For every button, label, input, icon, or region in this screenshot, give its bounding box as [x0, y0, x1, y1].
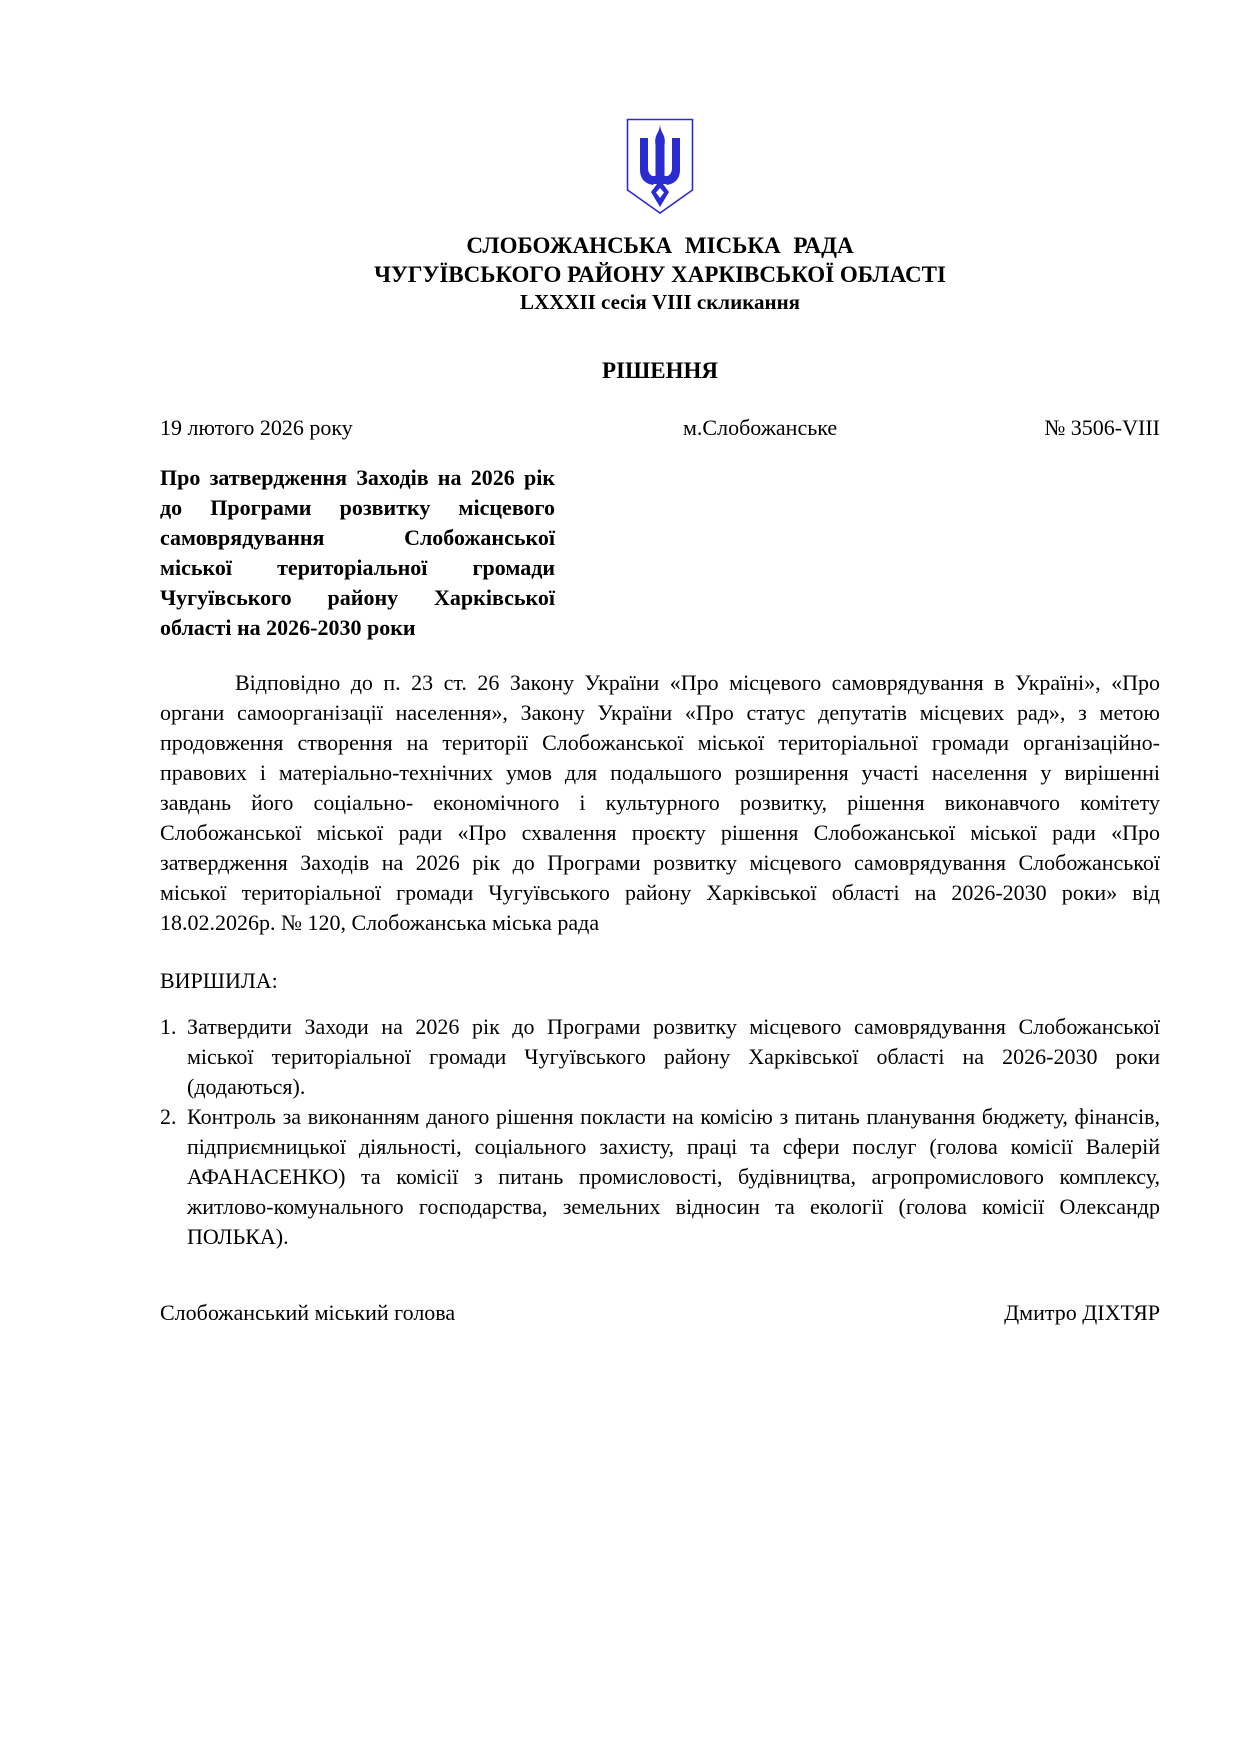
list-item [160, 1102, 1160, 1252]
district-region-line: ЧУГУЇВСЬКОГО РАЙОНУ ХАРКІВСЬКОЇ ОБЛАСТІ [374, 262, 946, 287]
document-date: 19 лютого 2026 року [160, 415, 353, 440]
decision-items [160, 1012, 1160, 1252]
council-name: СЛОБОЖАНСЬКА МІСЬКА РАДА [466, 233, 854, 258]
signatory-name: Дмитро ДІХТЯР [1004, 1300, 1160, 1325]
item-text: Контроль за виконанням даного рішення покласти на комісію з питань планування бюджету, фінансів, підприємницької діяльності, соціального захисту, праці та сфери послуг (голова комісії Валерій АФАНАСЕНКО) та комісії з питань промисловості, будівництва, агропромислового комплексу, житлово-комунального господарства, земельних відносин та екології (голова комісії Олександр ПОЛЬКА). [187, 1104, 1160, 1249]
item-number: 1. [160, 1014, 177, 1039]
session-line: LXXXII сесія VIII скликання [519, 290, 801, 314]
ukraine-trident-icon [626, 118, 694, 215]
item-number: 2. [160, 1104, 177, 1129]
signatory-position: Слобожанський міський голова [160, 1300, 456, 1325]
preamble-paragraph: Відповідно до п. 23 ст. 26 Закону України «Про місцевого самоврядування в Україні», «Про органи самоорганізації населення», Закону України «Про статус депутатів місцевих рад», з метою продовження створення на території Слобожанської міської територіальної громади організаційно-правових і матеріально-технічних умов для подальшого розширення участі населення у вирішенні завдань його соціально- економічного і культурного розвитку, рішення виконавчого комітету Слобожанської міської ради «Про схвалення проєкту рішення Слобожанської міської ради «Про затвердження Заходів на 2026 рік до Програми розвитку місцевого самоврядування Слобожанської міської територіальної громади Чугуївського району Харківської області на 2026-2030 роки» від 18.02.2026р. № 120, Слобожанська міська рада [160, 670, 1160, 935]
document-place: м.Слобожанське [683, 415, 838, 440]
coat-of-arms [160, 118, 1160, 215]
list-item [160, 1012, 1160, 1102]
item-text: Затвердити Заходи на 2026 рік до Програми розвитку місцевого самоврядування Слобожанської міської територіальної громади Чугуївського району Харківської області на 2026-2030 роки (додаються). [187, 1014, 1160, 1099]
document-number: № 3506-VIII [1044, 415, 1160, 440]
subject-paragraph: Про затвердження Заходів на 2026 рік до Програми розвитку місцевого самоврядування Слобожанської міської територіальної громади Чугуївського району Харківської області на 2026-2030 роки [160, 465, 555, 640]
signature-row [160, 1298, 1160, 1328]
document-type-title: РІШЕННЯ [602, 358, 718, 383]
resolved-label: ВИРШИЛА: [160, 968, 278, 993]
meta-row [160, 413, 1160, 443]
